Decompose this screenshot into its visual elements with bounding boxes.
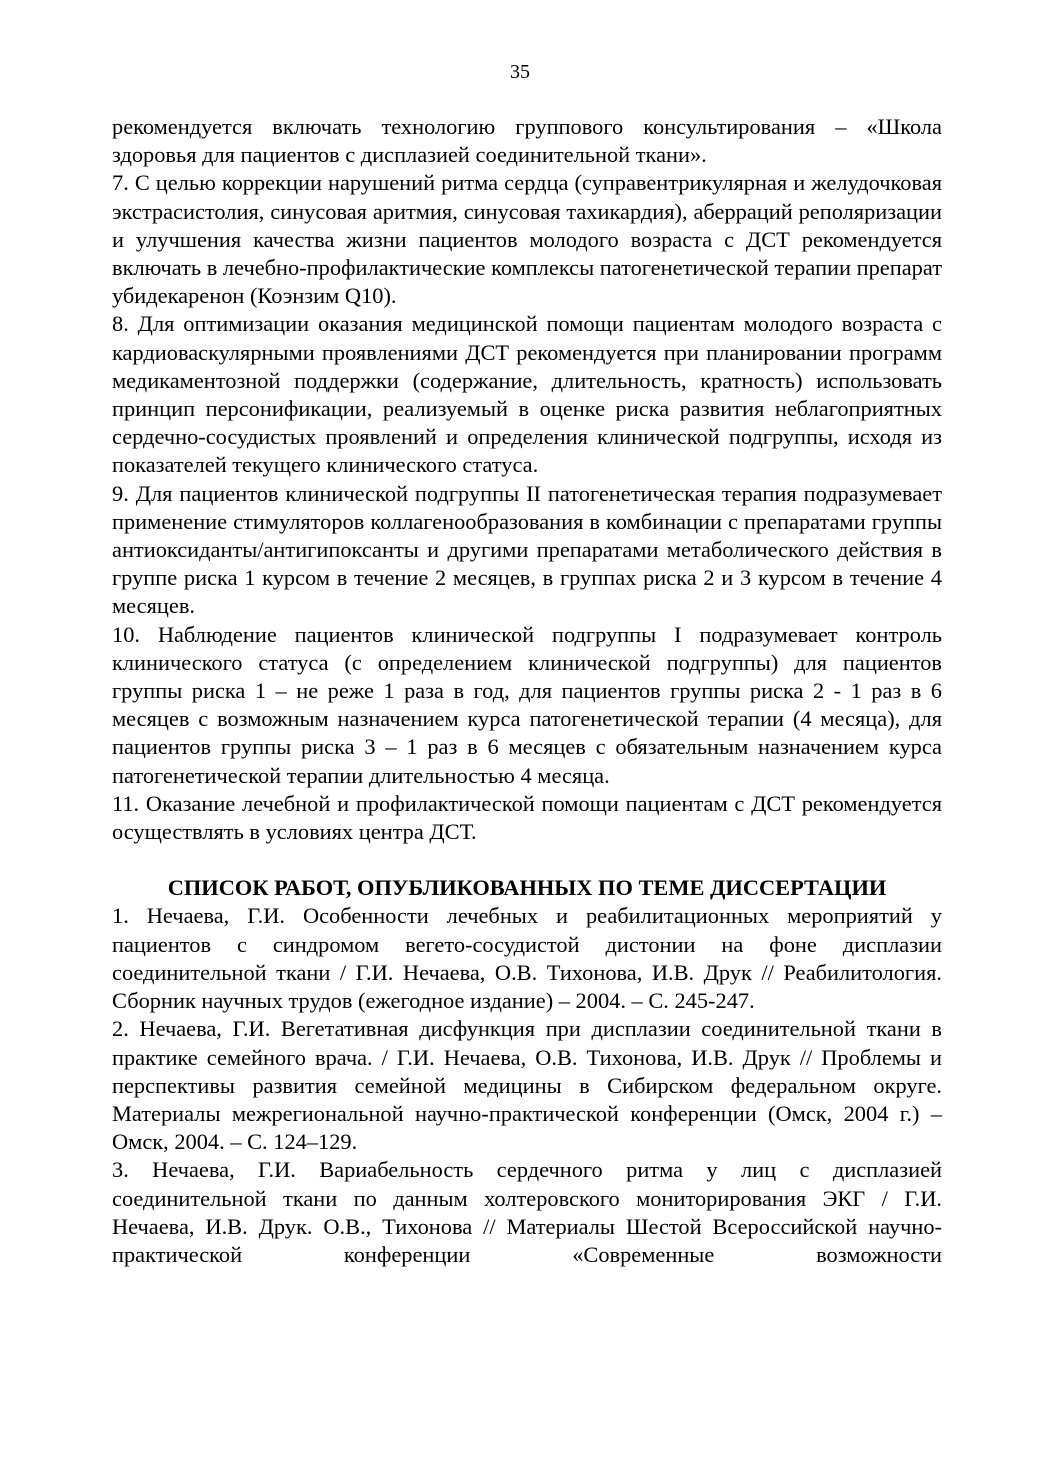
publication-entry: 3. Нечаева, Г.И. Вариабельность сердечного ритма у лиц с дисплазией соединительной ткани по данным холтеровского мониторирования ЭКГ / Г.И. Нечаева, И.В. Друк. О.В., Тихонова // Материалы Шестой Всероссийской научно-практической конференции «Современные возможности xyxy=(112,1157,942,1267)
page-number: 35 xyxy=(510,61,530,83)
publication-entry: 1. Нечаева, Г.И. Особенности лечебных и реабилитационных мероприятий у пациентов с синдромом вегето-сосудистой дистонии на фоне дисплазии соединительной ткани / Г.И. Нечаева, О.В. Тихонова, И.В. Друк // Реабилитология. Сборник научных трудов (ежегодное издание) – 2004. – С. 245-247. xyxy=(112,903,942,1014)
recommendation-paragraph: рекомендуется включать технологию группового консультирования – «Школа здоровья для пациентов с дисплазией соединительной ткани». xyxy=(112,114,942,168)
page-body xyxy=(112,113,942,1269)
publication-entry: 2. Нечаева, Г.И. Вегетативная дисфункция при дисплазии соединительной ткани в практике семейного врача. / Г.И. Нечаева, О.В. Тихонова, И.В. Друк // Проблемы и перспективы развития семейной медицины в Сибирском федеральном округе. Материалы межрегиональной научно-практической конференции (Омск, 2004 г.) – Омск, 2004. – С. 124–129. xyxy=(112,1016,942,1155)
recommendation-paragraph: 8. Для оптимизации оказания медицинской помощи пациентам молодого возраста с кардиоваскулярными проявлениями ДСТ рекомендуется при планировании программ медикаментозной поддержки (содержание, длительность, кратность) использовать принцип персонификации, реализуемый в оценке риска развития неблагоприятных сердечно-сосудистых проявлений и определения клинической подгруппы, исходя из показателей текущего клинического статуса. xyxy=(112,311,942,478)
recommendation-paragraph: 11. Оказание лечебной и профилактической помощи пациентам с ДСТ рекомендуется осуществлять в условиях центра ДСТ. xyxy=(112,790,942,845)
recommendation-paragraph: 10. Наблюдение пациентов клинической подгруппы I подразумевает контроль клинического статуса (с определением клинической подгруппы) для пациентов группы риска 1 – не реже 1 раза в год, для пациентов группы риска 2 - 1 раз в 6 месяцев с возможным назначением курса патогенетической терапии (4 месяца), для пациентов группы риска 3 – 1 раз в 6 месяцев с обязательным назначением курса патогенетической терапии длительностью 4 месяца. xyxy=(112,621,942,788)
recommendation-paragraph: 7. С целью коррекции нарушений ритма сердца (суправентрикулярная и желудочковая экстрасистолия, синусовая аритмия, синусовая тахикардия), аберраций реполяризации и улучшения качества жизни пациентов молодого возраста с ДСТ рекомендуется включать в лечебно-профилактические комплексы патогенетической терапии препарат убидекаренон (Коэнзим Q10). xyxy=(112,170,942,309)
section-title: СПИСОК РАБОТ, ОПУБЛИКОВАННЫХ ПО ТЕМЕ ДИССЕРТАЦИИ xyxy=(167,875,887,901)
recommendation-paragraph: 9. Для пациентов клинической подгруппы II патогенетическая терапия подразумевает применение стимуляторов коллагенообразования в комбинации с препаратами группы антиоксиданты/антигипоксанты и другими препаратами метаболического действия в группе риска 1 курсом в течение 2 месяцев, в группах риска 2 и 3 курсом в течение 4 месяцев. xyxy=(112,480,942,619)
